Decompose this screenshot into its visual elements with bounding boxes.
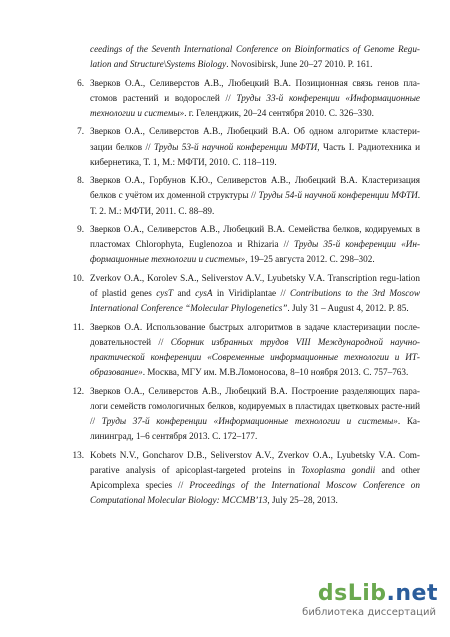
reference-title-text: Труды 54-й научной конференции МФТИ bbox=[258, 190, 418, 201]
reference-text: Zverkov O.A., Korolev S.A., Seliverstov A.V., Lyubetsky V.A. Transcription regu-lation of plastid genes bbox=[90, 272, 420, 298]
reference-text: and bbox=[173, 287, 196, 298]
reference-title-text: cysA bbox=[195, 287, 213, 298]
reference-number: 8. bbox=[77, 175, 84, 186]
reference-number: 11. bbox=[72, 321, 84, 332]
reference-text: , Часть I. Радиотехника и кибернетика, Т. 1, М.: МФТИ, 2010. С. 118–119. bbox=[90, 141, 420, 167]
reference-title-text: Труды 33-й конференции «Информационные технологии и системы» bbox=[90, 92, 420, 118]
reference-entry bbox=[48, 448, 420, 509]
watermark-logo-part1: dsLib bbox=[317, 581, 387, 606]
reference-text: in Viridiplantae // bbox=[212, 287, 291, 298]
reference-number: 13. bbox=[72, 449, 84, 460]
reference-title-text: Contributions to the 3rd Moscow International Conference “Molecular Phylogenetics” bbox=[90, 287, 421, 314]
watermark-subtitle: библиотека диссертаций bbox=[302, 607, 436, 618]
reference-title-text: ceedings of the Seventh International Conference on Bioinformatics of Genome Regu-lation and Structure\Systems Biology bbox=[90, 44, 420, 70]
reference-text: . Т. 2. М.: МФТИ, 2011. С. 88–89. bbox=[90, 190, 421, 216]
reference-number: 6. bbox=[77, 77, 84, 88]
reference-text: Зверков О.А., Горбунов К.Ю., Селиверстов А.В., Любецкий В.А. Кластеризация белков с учётом их доменной структуры // bbox=[90, 175, 420, 201]
reference-number: 9. bbox=[77, 223, 84, 234]
reference-title-text: Сборник избранных трудов VIII Международной научно-практической конференции «Современные информационные технологии и ИТ-образование» bbox=[90, 336, 420, 378]
watermark bbox=[302, 581, 438, 623]
reference-number: 7. bbox=[77, 126, 84, 137]
reference-title-text: Toxoplasma gondii bbox=[301, 464, 376, 475]
reference-entry bbox=[48, 271, 420, 317]
reference-list bbox=[48, 42, 420, 512]
reference-text: and other Apicomplexa species // bbox=[90, 464, 420, 490]
reference-text: , July 25–28, 2013. bbox=[267, 495, 338, 506]
reference-text: Kobets N.V., Goncharov D.B., Seliverstov A.V., Zverkov O.A., Lyubetsky V.A. Com-parative analysis of apicoplast-targeted proteins in bbox=[90, 449, 420, 475]
watermark-logo-part2: .net bbox=[386, 581, 438, 606]
reference-title-text: Труды 37-й конференции «Информационные технологии и системы» bbox=[101, 415, 398, 426]
reference-number: 12. bbox=[72, 385, 84, 396]
reference-entry bbox=[48, 320, 420, 381]
reference-title-text: Труды 35-й конференции «Ин-формационные технологии и системы» bbox=[90, 239, 421, 265]
reference-text: . July 31 – August 4, 2012. P. 85. bbox=[287, 303, 409, 314]
reference-title-text: Труды 53-й научной конференции МФТИ bbox=[154, 141, 318, 152]
reference-number: 10. bbox=[72, 272, 84, 283]
reference-text: . Ка-лининград, 1–6 сентября 2013. С. 172–177. bbox=[90, 415, 420, 442]
reference-title-text: Proceedings of the International Moscow Conference on Computational Molecular Biology: MCCMB’13 bbox=[90, 479, 420, 506]
reference-text: Зверков О.А., Селиверстов А.В., Любецкий В.А. Позиционная связь генов пла-стомов растений и водорослей // bbox=[90, 77, 420, 103]
reference-title-text: cysT bbox=[156, 287, 174, 298]
reference-entry bbox=[48, 76, 420, 122]
reference-text: , 19–25 августа 2012. С. 298–302. bbox=[245, 254, 375, 265]
reference-text: . Москва, МГУ им. М.В.Ломоносова, 8–10 ноября 2013. С. 757–763. bbox=[142, 367, 409, 378]
reference-text: Зверков О.А., Селиверстов А.В., Любецкий В.А. Об одном алгоритме кластери-зации белков // bbox=[90, 126, 420, 152]
watermark-logo bbox=[318, 581, 438, 606]
reference-entry bbox=[48, 42, 420, 72]
reference-entry bbox=[48, 222, 420, 268]
reference-text: Зверков О.А., Селиверстов А.В., Любецкий В.А. Построение разделяющих пара-логи семейств гомологичных белков, кодируемых в пластидах цветковых расте-ний // bbox=[90, 385, 420, 426]
reference-entry bbox=[48, 384, 420, 445]
reference-entry bbox=[48, 124, 420, 170]
reference-text: Зверков О.А. Использование быстрых алгоритмов в задаче кластеризации после-довательностей // bbox=[90, 321, 420, 347]
reference-text: Зверков О.А., Селиверстов А.В., Любецкий В.А. Семейства белков, кодируемых в пластомах Chlorophyta, Euglenozoa и Rhizaria // bbox=[90, 223, 420, 250]
reference-text: . г. Геленджик, 20–24 сентября 2010. С. 326–330. bbox=[184, 108, 374, 118]
reference-entry bbox=[48, 173, 420, 219]
reference-text: . Novosibirsk, June 20–27 2010. P. 161. bbox=[226, 59, 373, 70]
